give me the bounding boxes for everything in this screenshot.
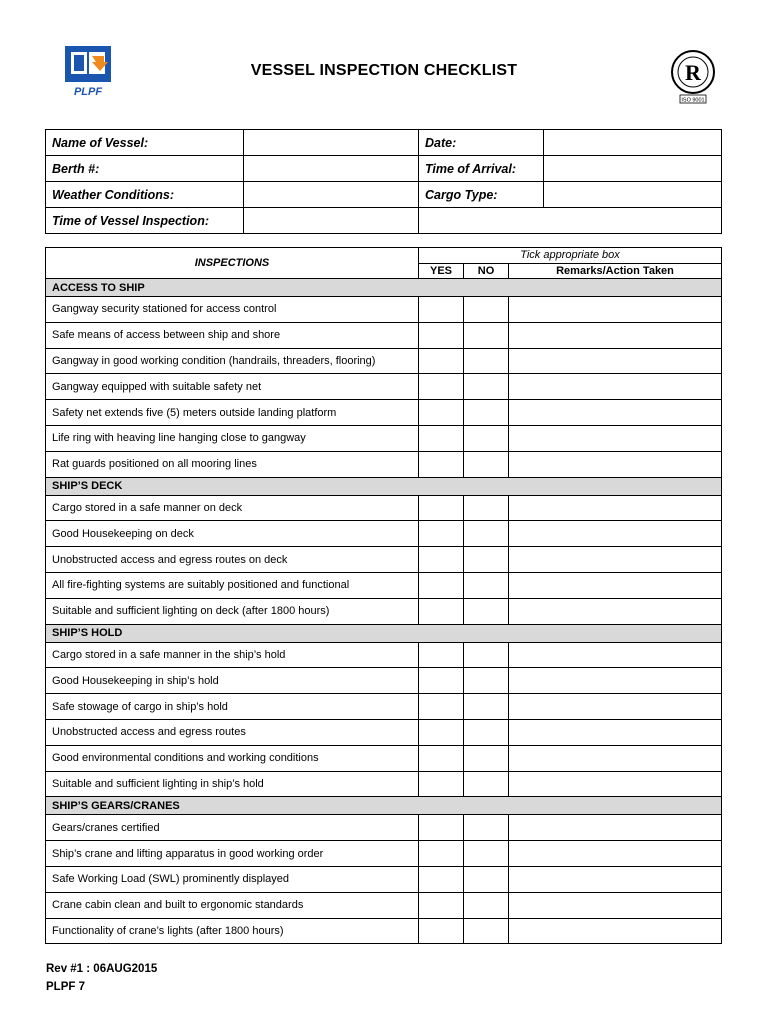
remarks-field[interactable]: [509, 866, 722, 892]
yes-checkbox-cell[interactable]: [419, 918, 464, 944]
remarks-field[interactable]: [509, 547, 722, 573]
no-checkbox-cell[interactable]: [464, 547, 509, 573]
yes-checkbox-cell[interactable]: [419, 495, 464, 521]
checklist-item-label: All fire-fighting systems are suitably positioned and functional: [46, 572, 419, 598]
no-checkbox-cell[interactable]: [464, 348, 509, 374]
info-row: [46, 208, 722, 234]
checklist-item-row: [46, 771, 722, 797]
checklist-header-row: [46, 248, 722, 264]
no-checkbox-cell[interactable]: [464, 745, 509, 771]
inspection-checklist-table: [45, 247, 722, 944]
remarks-field[interactable]: [509, 694, 722, 720]
yes-checkbox-cell[interactable]: [419, 841, 464, 867]
checklist-item-row: [46, 451, 722, 477]
checklist-item-label: Safety net extends five (5) meters outside landing platform: [46, 400, 419, 426]
checklist-item-label: Good Housekeeping on deck: [46, 521, 419, 547]
yes-checkbox-cell[interactable]: [419, 745, 464, 771]
checklist-item-row: [46, 425, 722, 451]
inspections-header: INSPECTIONS: [46, 248, 419, 279]
checklist-item-label: Rat guards positioned on all mooring lines: [46, 451, 419, 477]
checklist-item-label: Ship’s crane and lifting apparatus in good working order: [46, 841, 419, 867]
yes-checkbox-cell[interactable]: [419, 521, 464, 547]
yes-checkbox-cell[interactable]: [419, 598, 464, 624]
section-title: SHIP’S HOLD: [46, 624, 722, 642]
cargo-type-field[interactable]: [544, 182, 722, 208]
date-label: Date:: [419, 130, 544, 156]
yes-checkbox-cell[interactable]: [419, 322, 464, 348]
checklist-item-label: Safe means of access between ship and shore: [46, 322, 419, 348]
checklist-item-label: Suitable and sufficient lighting in ship’s hold: [46, 771, 419, 797]
yes-checkbox-cell[interactable]: [419, 297, 464, 323]
form-code-label: PLPF 7: [46, 981, 85, 993]
no-checkbox-cell[interactable]: [464, 598, 509, 624]
no-checkbox-cell[interactable]: [464, 451, 509, 477]
time-of-inspection-field[interactable]: [244, 208, 419, 234]
remarks-field[interactable]: [509, 918, 722, 944]
checklist-item-row: [46, 642, 722, 668]
checklist-item-label: Functionality of crane’s lights (after 1800 hours): [46, 918, 419, 944]
section-header-row: [46, 624, 722, 642]
info-row: [46, 156, 722, 182]
yes-checkbox-cell[interactable]: [419, 374, 464, 400]
checklist-item-row: [46, 400, 722, 426]
no-checkbox-cell[interactable]: [464, 521, 509, 547]
checklist-item-label: Gangway security stationed for access control: [46, 297, 419, 323]
remarks-field[interactable]: [509, 451, 722, 477]
yes-checkbox-cell[interactable]: [419, 892, 464, 918]
checklist-item-row: [46, 547, 722, 573]
info-row: [46, 130, 722, 156]
yes-column-header: YES: [419, 263, 464, 279]
checklist-item-label: Gangway in good working condition (handrails, threaders, flooring): [46, 348, 419, 374]
page-title: VESSEL INSPECTION CHECKLIST: [250, 62, 518, 79]
yes-checkbox-cell[interactable]: [419, 668, 464, 694]
checklist-item-row: [46, 892, 722, 918]
remarks-field[interactable]: [509, 642, 722, 668]
time-of-arrival-field[interactable]: [544, 156, 722, 182]
checklist-item-row: [46, 745, 722, 771]
remarks-field[interactable]: [509, 668, 722, 694]
no-checkbox-cell[interactable]: [464, 495, 509, 521]
name-of-vessel-field[interactable]: [244, 130, 419, 156]
yes-checkbox-cell[interactable]: [419, 642, 464, 668]
checklist-item-row: [46, 322, 722, 348]
checklist-item-label: Gangway equipped with suitable safety net: [46, 374, 419, 400]
no-checkbox-cell[interactable]: [464, 400, 509, 426]
section-header-row: [46, 797, 722, 815]
checklist-item-row: [46, 815, 722, 841]
yes-checkbox-cell[interactable]: [419, 451, 464, 477]
checklist-item-label: Cargo stored in a safe manner on deck: [46, 495, 419, 521]
checklist-item-row: [46, 297, 722, 323]
no-checkbox-cell[interactable]: [464, 815, 509, 841]
no-checkbox-cell[interactable]: [464, 572, 509, 598]
remarks-field[interactable]: [509, 892, 722, 918]
remarks-field[interactable]: [509, 771, 722, 797]
no-checkbox-cell[interactable]: [464, 668, 509, 694]
weather-conditions-label: Weather Conditions:: [46, 182, 244, 208]
checklist-item-label: Unobstructed access and egress routes: [46, 719, 419, 745]
remarks-field[interactable]: [509, 572, 722, 598]
yes-checkbox-cell[interactable]: [419, 694, 464, 720]
remarks-field[interactable]: [509, 719, 722, 745]
seal-caption: ISO 9001: [681, 97, 705, 104]
checklist-item-row: [46, 348, 722, 374]
berth-label: Berth #:: [46, 156, 244, 182]
no-checkbox-cell[interactable]: [464, 719, 509, 745]
remarks-field[interactable]: [509, 745, 722, 771]
no-checkbox-cell[interactable]: [464, 322, 509, 348]
checklist-item-label: Good Housekeeping in ship’s hold: [46, 668, 419, 694]
yes-checkbox-cell[interactable]: [419, 815, 464, 841]
checklist-item-label: Gears/cranes certified: [46, 815, 419, 841]
section-header-row: [46, 279, 722, 297]
logo-caption: PLPF: [73, 86, 103, 98]
section-title: SHIP’S GEARS/CRANES: [46, 797, 722, 815]
no-checkbox-cell[interactable]: [464, 841, 509, 867]
date-field[interactable]: [544, 130, 722, 156]
seal-mark: R: [685, 60, 701, 85]
no-checkbox-cell[interactable]: [464, 918, 509, 944]
checklist-item-label: Life ring with heaving line hanging close to gangway: [46, 425, 419, 451]
no-checkbox-cell[interactable]: [464, 425, 509, 451]
checklist-item-label: Suitable and sufficient lighting on deck (after 1800 hours): [46, 598, 419, 624]
checklist-item-row: [46, 598, 722, 624]
no-checkbox-cell[interactable]: [464, 892, 509, 918]
remarks-field[interactable]: [509, 374, 722, 400]
remarks-field[interactable]: [509, 322, 722, 348]
yes-checkbox-cell[interactable]: [419, 400, 464, 426]
weather-conditions-field[interactable]: [244, 182, 419, 208]
checklist-item-label: Safe stowage of cargo in ship’s hold: [46, 694, 419, 720]
cargo-type-label: Cargo Type:: [419, 182, 544, 208]
checklist-item-row: [46, 694, 722, 720]
remarks-field[interactable]: [509, 400, 722, 426]
checklist-item-row: [46, 866, 722, 892]
remarks-field[interactable]: [509, 348, 722, 374]
remarks-field[interactable]: [509, 815, 722, 841]
time-of-arrival-label: Time of Arrival:: [419, 156, 544, 182]
yes-checkbox-cell[interactable]: [419, 547, 464, 573]
yes-checkbox-cell[interactable]: [419, 771, 464, 797]
section-title: ACCESS TO SHIP: [46, 279, 722, 297]
remarks-field[interactable]: [509, 425, 722, 451]
berth-field[interactable]: [244, 156, 419, 182]
checklist-item-row: [46, 668, 722, 694]
name-of-vessel-label: Name of Vessel:: [46, 130, 244, 156]
remarks-field[interactable]: [509, 297, 722, 323]
checklist-item-label: Good environmental conditions and working conditions: [46, 745, 419, 771]
empty-info-cell: [419, 208, 722, 234]
remarks-field[interactable]: [509, 598, 722, 624]
no-checkbox-cell[interactable]: [464, 771, 509, 797]
checklist-item-label: Safe Working Load (SWL) prominently displayed: [46, 866, 419, 892]
checklist-item-row: [46, 572, 722, 598]
no-checkbox-cell[interactable]: [464, 694, 509, 720]
remarks-field[interactable]: [509, 495, 722, 521]
section-header-row: [46, 477, 722, 495]
checklist-item-row: [46, 719, 722, 745]
checklist-item-row: [46, 495, 722, 521]
tick-note: Tick appropriate box: [419, 248, 722, 264]
no-column-header: NO: [464, 263, 509, 279]
yes-checkbox-cell[interactable]: [419, 719, 464, 745]
yes-checkbox-cell[interactable]: [419, 572, 464, 598]
checklist-item-row: [46, 918, 722, 944]
checklist-item-label: Cargo stored in a safe manner in the ship’s hold: [46, 642, 419, 668]
checklist-item-row: [46, 521, 722, 547]
remarks-field[interactable]: [509, 841, 722, 867]
checklist-item-row: [46, 841, 722, 867]
no-checkbox-cell[interactable]: [464, 297, 509, 323]
yes-checkbox-cell[interactable]: [419, 425, 464, 451]
no-checkbox-cell[interactable]: [464, 642, 509, 668]
no-checkbox-cell[interactable]: [464, 866, 509, 892]
checklist-item-label: Crane cabin clean and built to ergonomic standards: [46, 892, 419, 918]
section-title: SHIP’S DECK: [46, 477, 722, 495]
vessel-info-table: [45, 129, 722, 234]
revision-label: Rev #1 : 06AUG2015: [46, 963, 158, 975]
yes-checkbox-cell[interactable]: [419, 866, 464, 892]
yes-checkbox-cell[interactable]: [419, 348, 464, 374]
remarks-column-header: Remarks/Action Taken: [509, 263, 722, 279]
checklist-item-label: Unobstructed access and egress routes on deck: [46, 547, 419, 573]
time-of-inspection-label: Time of Vessel Inspection:: [46, 208, 244, 234]
checklist-item-row: [46, 374, 722, 400]
no-checkbox-cell[interactable]: [464, 374, 509, 400]
remarks-field[interactable]: [509, 521, 722, 547]
info-row: [46, 182, 722, 208]
